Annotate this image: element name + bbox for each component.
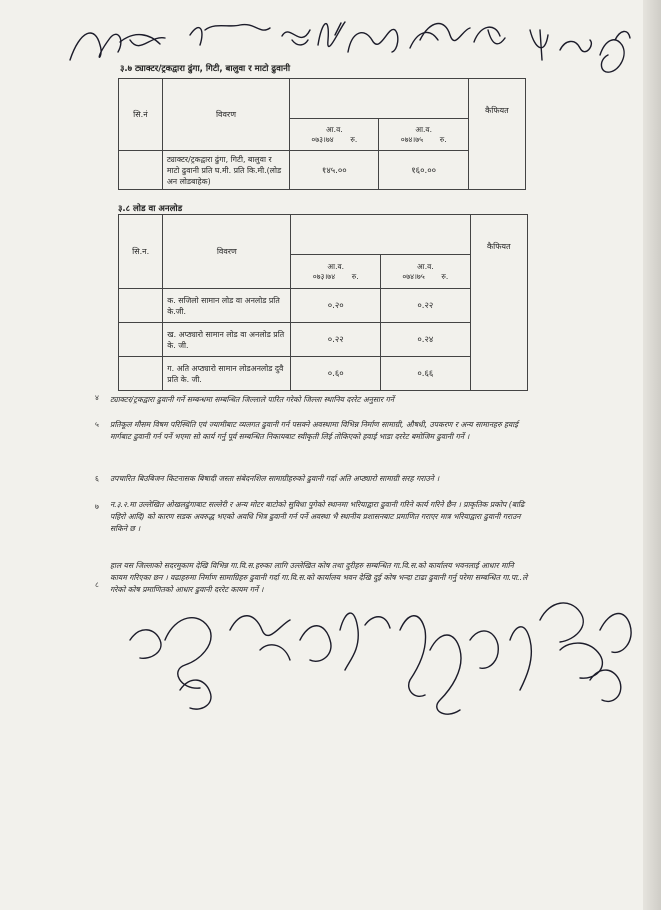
note-paragraph: उपचारित बिउबिजन किटनासक बिषादी जस्ता संबेदनशिल सामाग्रीहरुको ढुवानी गर्दा अति अप्ठ्यारो सामाग्री सरह गराउने । — [110, 474, 440, 483]
header-year1-label: आ.व. — [326, 124, 343, 134]
page-edge-shadow — [643, 0, 661, 910]
note-number: ७ — [95, 502, 99, 511]
header-rate-group — [290, 79, 469, 119]
cell-description: ग. अति अप्ठ्यारो सामान लोडअनलोड दुवै प्रति के. जी. — [163, 357, 291, 391]
header-description: विवरण — [162, 79, 289, 151]
header-remarks: कैफियत — [468, 79, 525, 190]
header-year2-unit: रु. — [439, 134, 447, 144]
cell-year1: ०.६० — [291, 357, 381, 391]
cell-sn — [119, 357, 163, 391]
cell-year2: ०.६६ — [381, 357, 471, 391]
note-number: ६ — [95, 474, 99, 483]
header-year2 — [379, 119, 468, 151]
cell-year2: ०.२४ — [381, 323, 471, 357]
note-paragraph: ट्याक्टर/ट्रकद्वारा ढुवानी गर्ने सम्बन्धमा सम्बन्धित जिल्लाले पारित गरेको जिल्ला स्थानिय दररेट अनुसार गर्ने — [110, 395, 394, 404]
header-year1-value: ०७३।७४ — [312, 271, 336, 281]
cell-year2: ०.२२ — [381, 289, 471, 323]
note-number: ५ — [95, 420, 99, 429]
table-row — [119, 289, 528, 323]
cell-sn — [119, 289, 163, 323]
note-paragraph: न.३.२.मा उल्लेखित ओखलढुंगाबाट सल्लेरी र अन्य मोटर बाटोको सुविधा पुगेको स्थानमा भरियाद्वारा ढुवानी गरिने कार्य गरिने छैन । प्राकृतिक प्रकोप (बाढि पहिरो आदि) को कारण सडक अवरुद्ध भएको अवधि भित्र ढुवानी गर्न पर्ने अवस्था भै स्थानीय प्रशासनबाट प्रमाणित गराएर मात्र भरियाद्वारा ढुवानी गराउन सकिने छ । — [110, 500, 525, 533]
cell-year1: ०.२२ — [291, 323, 381, 357]
header-year1 — [290, 119, 379, 151]
table-row — [119, 357, 528, 391]
note-number: ४ — [95, 393, 99, 402]
header-year1 — [291, 255, 381, 289]
table-row — [119, 323, 528, 357]
section-heading-3-7: ३.७ ट्याक्टर/ट्रकद्वारा ढुंगा, गिटी, बालुवा र माटो ढुवानी — [120, 64, 291, 74]
header-sn: सि.नं — [119, 79, 163, 151]
note-paragraph: हाल यस जिल्लाको सदरमुकाम देखि विभिन्न गा.वि.स.हरुका लागि उल्लेखित कोष तथा दुरीहरु सम्बन्धित गा.वि.स.को कार्यालय भवनलाई आधार मानि कायम गरिएका छन । वढाहरुमा निर्माण सामाग्रिहरु ढुवानी गर्दा गा.वि.स.को कार्यालय भवन देखि दुई कोष भन्दा टाढा ढुवानी गर्नु परेमा सम्बन्धित गा.पा..ले गरेको कोष प्रमाणितको आधार ढुवानी दररेट कायम गर्ने । — [110, 561, 528, 594]
cell-description: क. सजिलो सामान लोड वा अनलोड प्रति के.जी. — [163, 289, 291, 323]
cell-sn — [119, 323, 163, 357]
note-number: ८ — [95, 580, 99, 589]
header-description: विवरण — [163, 215, 291, 289]
note-paragraph: प्रतिकूल मौसम विषम परिस्थिति एवं ज्यामीबाट व्यलगत ढुवानी गर्न पसक्ने अवस्थामा विभिन्न निर्माण सामाग्री, औषधी, उपकरण र अन्य सामानहरु हवाई मार्गबाट ढुवानी गर्न पर्ने भएमा सो कार्य गर्नु पूर्व सम्बन्धित निकायबाट स्वीकृती लिई तोकिएको हवाई भाडा दररेट बमोजिम ढुवानी गर्ने । — [110, 420, 518, 441]
haulage-rate-table — [118, 78, 526, 190]
header-year2-unit: रु. — [441, 271, 449, 281]
header-rate-group — [291, 215, 470, 255]
header-sn: सि.न. — [119, 215, 163, 289]
header-year2-value: ०७४।७५ — [402, 271, 425, 281]
header-year2-value: ०७४।७५ — [400, 134, 424, 144]
header-year1-value: ०७३।७४ — [311, 134, 334, 144]
header-year1-label: आ.व. — [327, 261, 345, 271]
header-year2-label: आ.व. — [417, 261, 434, 271]
cell-description: ख. अप्ठ्यारो सामान लोड वा अनलोड प्रति के. जी. — [163, 323, 291, 357]
table-row — [119, 151, 526, 190]
header-year1-unit: रु. — [350, 134, 358, 144]
cell-sn — [119, 151, 163, 190]
cell-year1: १४५.०० — [290, 151, 379, 190]
header-year2-label: आ.व. — [415, 124, 432, 134]
header-year2 — [381, 255, 471, 289]
header-remarks: कैफियत — [470, 215, 527, 391]
header-year1-unit: रु. — [351, 271, 359, 281]
load-unload-rate-table — [118, 214, 528, 391]
cell-year2: १६०.०० — [379, 151, 468, 190]
cell-description: ट्याक्टर/ट्रकद्वारा ढुंगा, गिटी, बालुवा र माटो ढुवानी प्रति घ.मी. प्रति कि.मी.(लोड अन लोडबाहेक) — [162, 151, 289, 190]
cell-year1: ०.२० — [291, 289, 381, 323]
section-heading-3-8: ३.८ लोड वा अनलोड — [118, 204, 183, 214]
